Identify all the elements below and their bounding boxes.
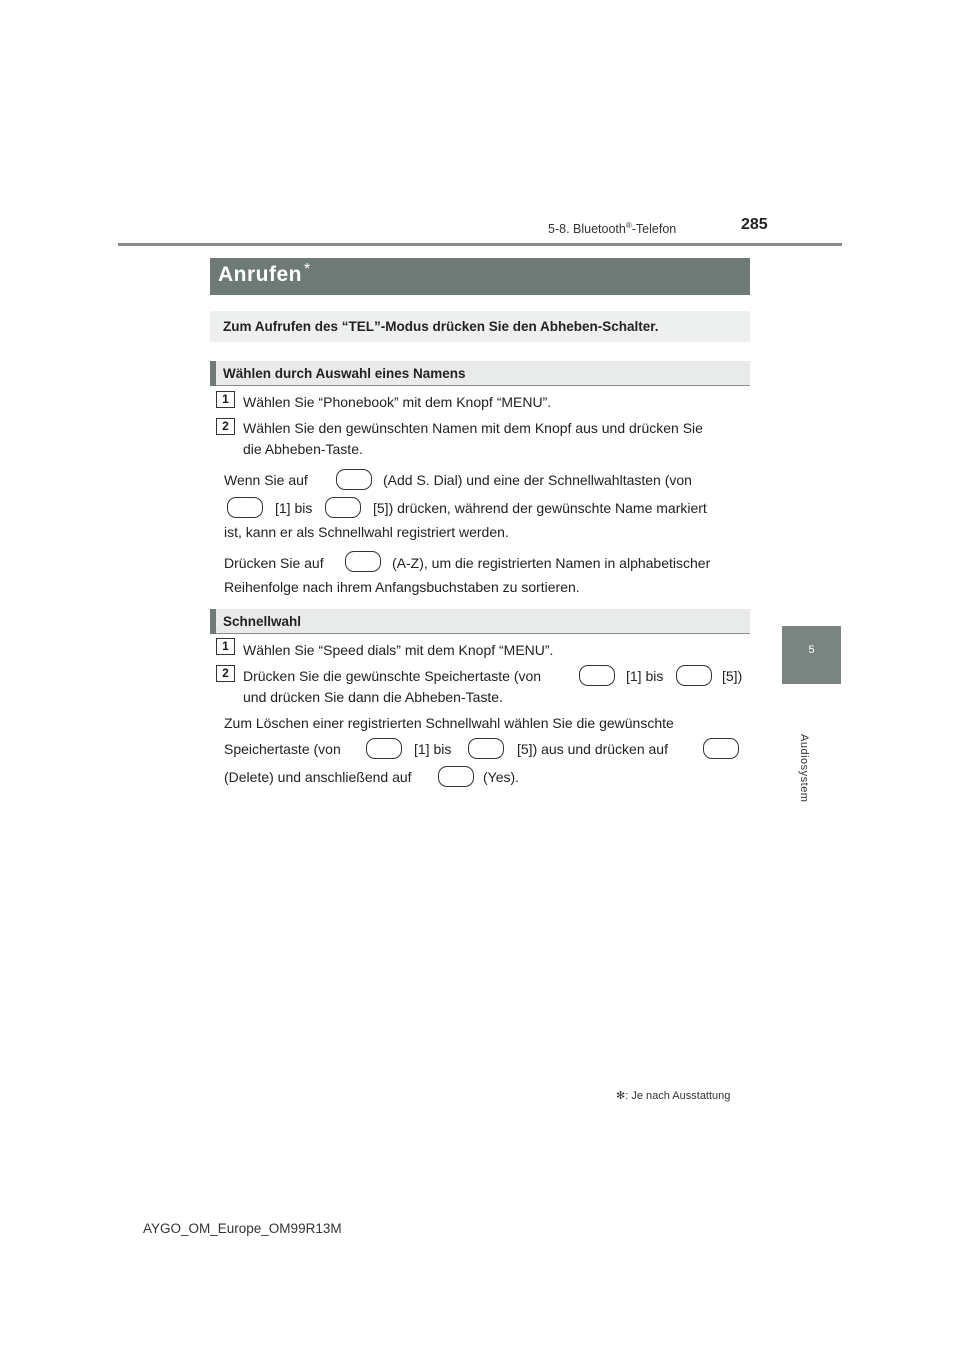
section-title-bar <box>210 258 750 295</box>
asterisk-icon: ✻ <box>616 1090 626 1102</box>
screen-button-icon <box>703 738 739 759</box>
note-text: Zum Löschen einer registrierten Schnellwahl wählen Sie die gewünschte <box>224 715 674 731</box>
step-text-cont: die Abheben-Taste. <box>243 441 363 457</box>
asterisk-icon: * <box>304 261 311 278</box>
step-text: Wählen Sie den gewünschten Namen mit dem Knopf aus und drücken Sie <box>243 420 703 436</box>
note-text: Speichertaste (von <box>224 741 341 757</box>
note-text: (A-Z), um die registrierten Namen in alphabetischer <box>392 555 711 571</box>
screen-button-icon <box>336 469 372 490</box>
registered-mark: ® <box>625 221 632 230</box>
step-text-cont: und drücken Sie dann die Abheben-Taste. <box>243 689 503 705</box>
step-number: 1 <box>216 638 235 655</box>
screen-button-icon <box>438 766 474 787</box>
section-heading-name-dial <box>210 361 750 386</box>
section-heading-text: Wählen durch Auswahl eines Namens <box>223 366 466 381</box>
step-number: 2 <box>216 418 235 435</box>
note-text: (Yes). <box>483 769 520 785</box>
page-title-text: Anrufen <box>218 263 302 286</box>
step-text: [1] bis <box>626 668 664 684</box>
note-text: (Add S. Dial) und eine der Schnellwahltasten (von <box>383 472 692 488</box>
screen-button-icon <box>227 497 263 518</box>
step-number: 2 <box>216 665 235 682</box>
note-text: [5]) aus und drücken auf <box>517 741 668 757</box>
note-text: [1] bis <box>414 741 452 757</box>
screen-button-icon <box>468 738 504 759</box>
screen-button-icon <box>366 738 402 759</box>
note-text: ist, kann er als Schnellwahl registriert werden. <box>224 524 509 540</box>
section-heading-text: Schnellwahl <box>223 614 302 629</box>
intro-text: Zum Aufrufen des “TEL”-Modus drücken Sie den Abheben-Schalter. <box>223 319 659 334</box>
chapter-suffix: -Telefon <box>631 222 677 237</box>
chapter-prefix: 5-8. Bluetooth <box>548 222 626 237</box>
step-text: Wählen Sie “Phonebook” mit dem Knopf “MENU”. <box>243 394 552 410</box>
section-heading-accent <box>210 361 216 386</box>
step-text: Drücken Sie die gewünschte Speichertaste (von <box>243 668 542 684</box>
screen-button-icon <box>325 497 361 518</box>
footnote-text: : Je nach Ausstattung <box>625 1090 731 1102</box>
footnote <box>616 1089 730 1102</box>
header-divider <box>118 243 842 246</box>
note-text: Reihenfolge nach ihrem Anfangsbuchstaben zu sortieren. <box>224 579 580 595</box>
screen-button-icon <box>345 551 381 572</box>
chapter-tab: 5 <box>782 626 841 684</box>
page-number: 285 <box>741 216 768 233</box>
note-text: Wenn Sie auf <box>224 472 308 488</box>
note-text: [1] bis <box>275 500 313 516</box>
step-number: 1 <box>216 391 235 408</box>
chapter-heading <box>548 221 676 236</box>
note-text: Drücken Sie auf <box>224 555 324 571</box>
intro-box <box>210 311 750 342</box>
section-heading-speed-dial <box>210 609 750 634</box>
chapter-tab-label: Audiosystem <box>798 734 810 803</box>
step-text: Wählen Sie “Speed dials” mit dem Knopf “MENU”. <box>243 642 554 658</box>
note-text: [5]) drücken, während der gewünschte Name markiert <box>373 500 707 516</box>
screen-button-icon <box>676 665 712 686</box>
page-title <box>218 263 311 287</box>
screen-button-icon <box>579 665 615 686</box>
section-heading-accent <box>210 609 216 634</box>
note-text: (Delete) und anschließend auf <box>224 769 412 785</box>
step-text: [5]) <box>722 668 743 684</box>
document-id: AYGO_OM_Europe_OM99R13M <box>143 1221 342 1236</box>
